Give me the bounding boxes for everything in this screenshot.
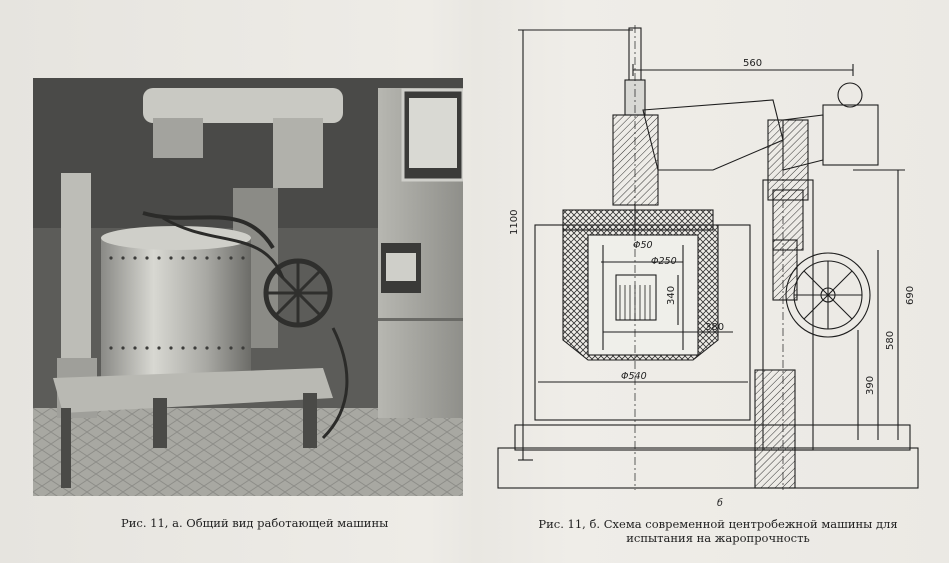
machine-photo [33,78,463,496]
schematic-drawing [493,20,933,506]
dim-340: 340 [666,285,677,305]
dim-690: 690 [905,285,916,305]
dim-phi250: Φ250 [651,256,677,267]
dim-phi50: Φ50 [633,240,653,251]
dim-phi540: Φ540 [621,371,647,382]
dim-560: 560 [743,58,763,69]
machine-schematic [493,20,933,506]
figure-b-caption: Рис. 11, б. Схема современной центробежной машины для испытания на жаропрочность [538,517,898,545]
dim-580: 580 [885,330,896,350]
figure-b-sublabel: б [717,498,723,506]
dim-390: 390 [865,375,876,395]
figure-a-caption: Рис. 11, а. Общий вид работающей машины [121,516,389,530]
dim-1100: 1100 [509,209,520,235]
dim-380: 380 [705,322,725,333]
machine-photo-illustration [33,78,463,496]
